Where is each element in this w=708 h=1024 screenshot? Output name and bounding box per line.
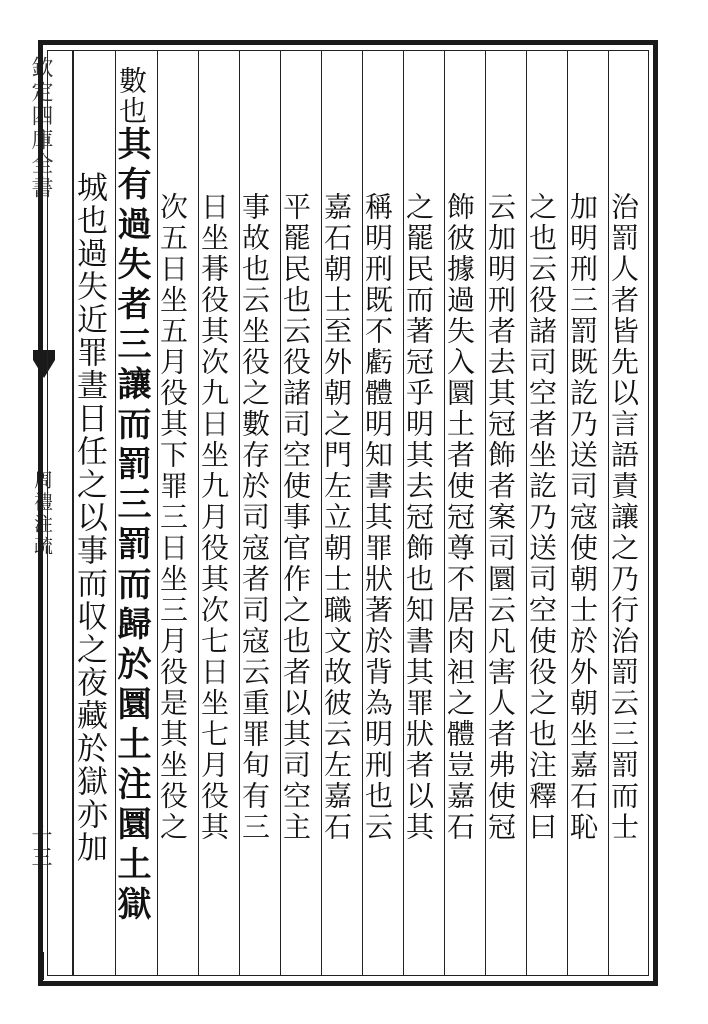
book-title: 欽定四庫全書 — [28, 56, 53, 200]
text-column-8 — [321, 50, 362, 976]
column-text: 云加明刑者去其冠飾者案司圜云凡害人者弗使冠 — [484, 191, 517, 843]
column-text: 之也云役諸司空者坐訖乃送司空使役之也注釋曰 — [525, 191, 558, 843]
column-text: 稱明刑既不虧體明知書其罪狀著於背為明刑也云 — [361, 191, 394, 843]
text-column-12 — [157, 50, 198, 976]
column-text: 事故也云坐役之數存於司寇者司寇云重罪旬有三 — [238, 191, 271, 843]
column-text: 治罰人者皆先以言語責讓之乃行治罰云三罰而士 — [607, 191, 640, 843]
text-column-7 — [362, 50, 403, 976]
text-column-9 — [280, 50, 321, 976]
text-column-14 — [73, 50, 115, 976]
column-text — [111, 66, 157, 968]
column-text: 日坐朞役其次九日坐九月役其次七日坐七月役其 — [197, 191, 230, 843]
text-area — [73, 50, 649, 976]
frame-tick — [40, 952, 44, 980]
text-column-1 — [608, 50, 649, 976]
text-column-4 — [485, 50, 526, 976]
column-text: 平罷民也云役諸司空使事官作之也者以其司空主 — [279, 191, 312, 843]
column-text: 嘉石朝士至外朝之門左立朝士職文故彼云左嘉石 — [320, 191, 353, 843]
text-column-10 — [239, 50, 280, 976]
text-column-6 — [403, 50, 444, 976]
text-column-2 — [567, 50, 608, 976]
column-13-small: 數也 — [115, 66, 148, 126]
column-text: 次五日坐五月役其下罪三日坐三月役是其坐役之 — [156, 191, 189, 843]
text-column-13 — [111, 50, 157, 976]
column-text: 城也過失近罪晝日任之以事而収之夜藏於獄亦加 — [71, 170, 107, 864]
text-column-5 — [444, 50, 485, 976]
section-title: 周禮注疏 — [31, 470, 53, 558]
text-column-3 — [526, 50, 567, 976]
text-column-11 — [198, 50, 239, 976]
column-text: 飾彼據過失入圜土者使冠尊不居肉袒之體豈嘉石 — [443, 191, 476, 843]
column-13-large: 其有過失者三讓而罰三罰而歸於圜土注圜土獄 — [111, 126, 151, 926]
page-number: 十三 — [29, 825, 53, 867]
column-text: 之罷民而著冠乎明其去冠飾也知書其罪狀者以其 — [402, 191, 435, 843]
column-text: 加明刑三罰既訖乃送司寇使朝士於外朝坐嘉石恥 — [566, 191, 599, 843]
